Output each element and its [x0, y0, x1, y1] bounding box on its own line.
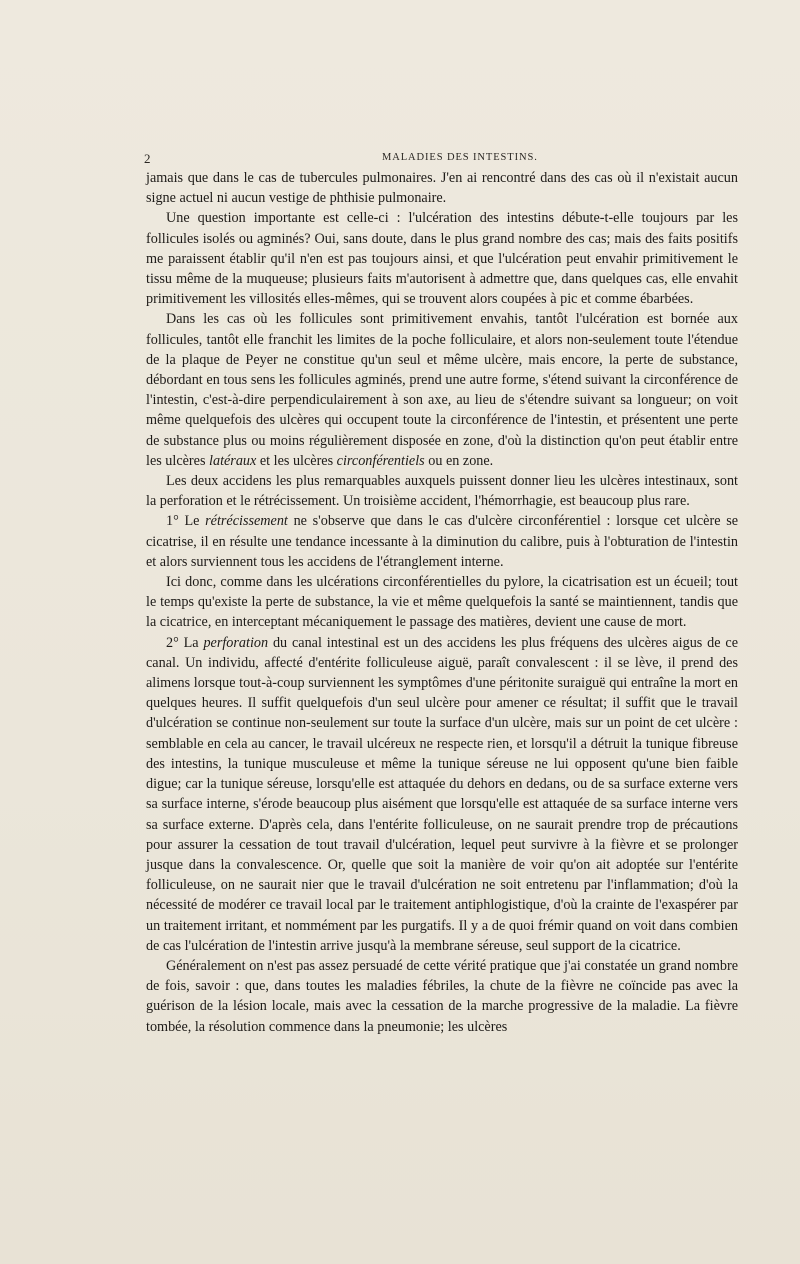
paragraph-text: Une question importante est celle-ci : l'ulcération des intestins débute-t-elle toujours par les follicules isolés ou agminés? Oui, sans doute, dans le plus grand nombre des cas; mais des faits positifs me paraissent établir qu'il n'en est pas toujours ainsi, et que l'ulcération peut envahir primitivement le tissu même de la muqueuse; plusieurs faits m'autorisent à admettre que, dans quelques cas, elle envahit primitivement les villosités elles-mêmes, qui se trouvent alors coupées à pic et comme ébarbées. [146, 210, 738, 308]
paragraph [146, 168, 738, 208]
italic-term: circonférentiels [336, 452, 425, 469]
paragraph-text: et les ulcères [256, 452, 337, 469]
paragraph-text: Dans les cas où les follicules sont primitivement envahis, tantôt l'ulcération est bornée aux follicules, tantôt elle franchit les limites de la poche folliculaire, et alors non-seulement toute l'étendue de la plaque de Peyer ne constitue qu'un seul et même ulcère, mais encore, la perte de substance, débordant en tous sens les follicules agminés, prend une autre forme, s'étend suivant la circonférence de l'intestin, c'est-à-dire perpendiculairement à son axe, au lieu de s'étendre suivant sa longueur; on voit même quelquefois des ulcères qui occupent toute la circonférence de l'intestin, et présentent une perte de substance plus ou moins régulièrement disposée en zone, d'où la distinction qu'on peut établir entre les ulcères [146, 311, 738, 469]
paragraph-text: ou en zone. [424, 452, 494, 469]
paragraph-text: Les deux accidens les plus remarquables auxquels puissent donner lieu les ulcères intestinaux, sont la perforation et le rétrécissement. Un troisième accident, l'hémorrhagie, est beaucoup plus rare. [146, 473, 738, 510]
paragraph [146, 511, 738, 572]
paragraph [146, 309, 738, 471]
paragraph [146, 633, 738, 956]
paragraph-text: du canal intestinal est un des accidens les plus fréquens des ulcères aigus de ce canal. Un individu, affecté d'entérite folliculeuse aiguë, paraît convalescent : il se lève, il prend des alimens lorsque tout-à-coup surviennent les symptômes d'une péritonite suraiguë qui entraîne la mort en quelques heures. Il suffit quelquefois d'un seul ulcère pour amener ce résultat; il suffit que le travail d'ulcération se continue non-seulement sur toute la surface d'un ulcère, mais sur un point de cet ulcère : semblable en cela au cancer, le travail ulcéreux ne respecte rien, et lorsqu'il a détruit la tunique fibreuse des intestins, la tunique musculeuse et même la tunique séreuse ne lui opposent qu'une bien faible digue; car la tunique séreuse, lorsqu'elle est attaquée du dehors en dedans, ou de sa surface externe vers sa surface interne, s'érode beaucoup plus aisément que lorsqu'elle est attaquée de sa surface interne vers sa surface externe. D'après cela, dans l'entérite folliculeuse, on ne saurait prendre trop de précautions pour assurer la cessation de tout travail d'ulcération, lequel peut survivre à la fièvre et se prolonger jusque dans la convalescence. Or, quelle que soit la manière de voir qu'on ait adoptée sur l'entérite folliculeuse, on ne saurait nier que le travail d'ulcération ne soit entretenu par l'inflammation; d'où la nécessité de modérer ce travail local par le traitement antiphlogistique, d'où la crainte de l'exaspérer par un traitement irritant, et nommément par les purgatifs. Il y a de quoi frémir quand on voit dans combien de cas l'ulcération de l'intestin arrive jusqu'à la membrane séreuse, seul support de la cicatrice. [146, 634, 738, 954]
paragraph [146, 208, 738, 309]
paragraph [146, 572, 738, 633]
paragraph-text: 1° Le [166, 513, 206, 530]
page-header [144, 151, 738, 167]
body-text [146, 168, 738, 1037]
paragraph-text: jamais que dans le cas de tubercules pulmonaires. J'en ai rencontré dans des cas où il n'existait aucun signe actuel ni aucun vestige de phthisie pulmonaire. [146, 170, 738, 207]
italic-term: latéraux [209, 452, 257, 469]
italic-term: rétrécissement [205, 513, 288, 530]
page-number: 2 [144, 151, 151, 166]
paragraph-text: Généralement on n'est pas assez persuadé de cette vérité pratique que j'ai constatée un grand nombre de fois, savoir : que, dans toutes les maladies fébriles, la chute de la fièvre ne coïncide pas avec la guérison de la lésion locale, mais avec la cessation de la marche progressive de la maladie. La fièvre tombée, la résolution commence dans la pneumonie; les ulcères [146, 957, 738, 1035]
running-head: MALADIES DES INTESTINS. [382, 152, 538, 163]
paragraph-text: Ici donc, comme dans les ulcérations circonférentielles du pylore, la cicatrisation est un écueil; tout le temps qu'existe la perte de substance, la vie et même quelquefois la santé se maintiennent, tandis que la cicatrice, en interceptant mécaniquement le passage des matières, devient une cause de mort. [146, 574, 738, 631]
paragraph [146, 471, 738, 511]
italic-term: perforation [203, 634, 269, 651]
paragraph [146, 956, 738, 1037]
paragraph-text: 2° La [166, 634, 204, 651]
paragraph-text: ne s'observe que dans le cas d'ulcère circonférentiel : lorsque cet ulcère se cicatrise, il en résulte une tendance incessante à la diminution du calibre, puis à l'obturation de l'intestin et alors surviennent tous les accidens de l'étranglement interne. [146, 513, 739, 570]
